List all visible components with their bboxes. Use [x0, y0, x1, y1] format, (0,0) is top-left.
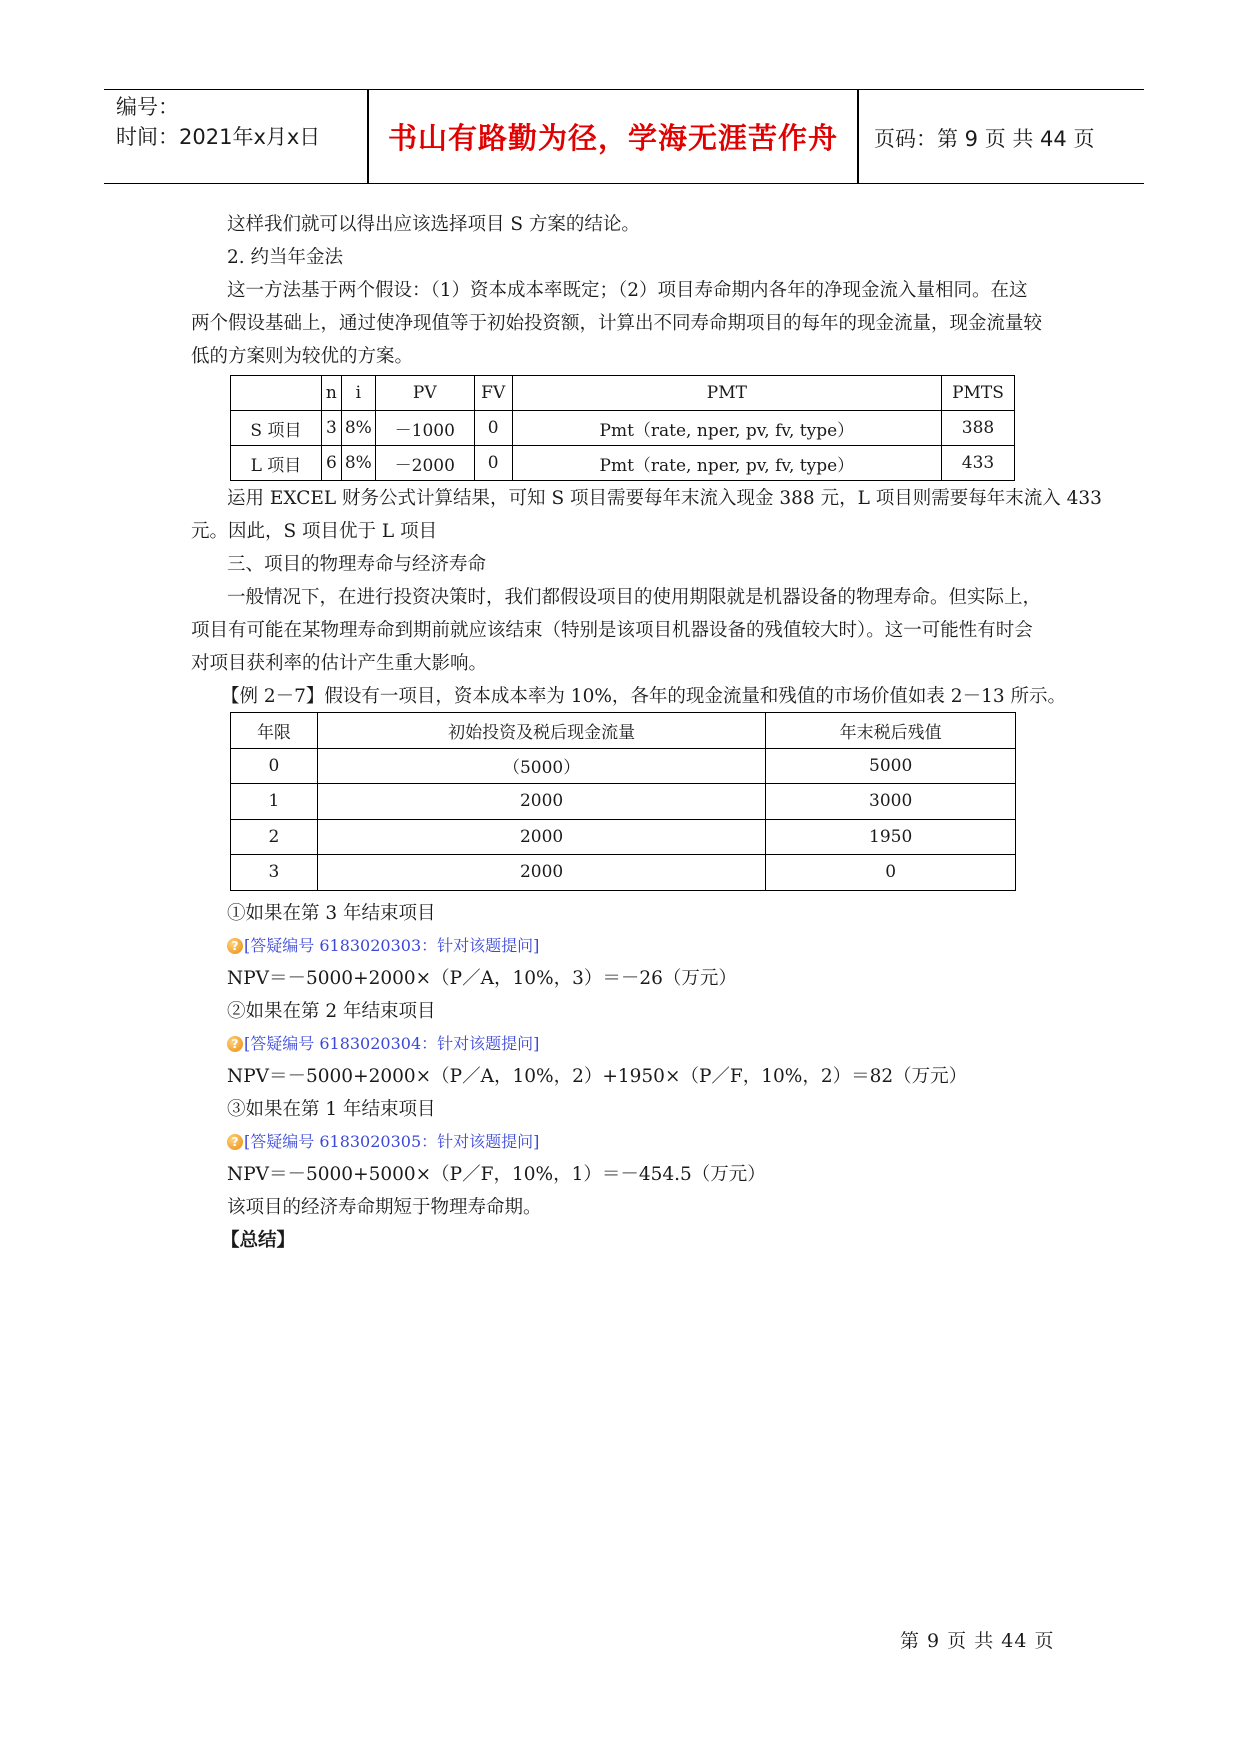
number-label: 编号： — [116, 95, 179, 119]
table-header-cell: i — [341, 376, 375, 411]
summary-heading: 【总结】 — [221, 1230, 296, 1251]
paragraph-line: 低的方案则为较优的方案。 — [191, 346, 414, 367]
table-cell: 3 — [231, 855, 318, 891]
formula-line: NPV＝－5000+5000×（P／F，10%，1）＝－454.5（万元） — [227, 1164, 766, 1185]
table-cell: 0 — [474, 411, 512, 446]
question-icon: ? — [227, 1036, 243, 1052]
paragraph-line: 对项目获利率的估计产生重大影响。 — [191, 653, 488, 674]
annuity-table — [230, 375, 1015, 481]
qa-link[interactable]: [答疑编号 6183020303：针对该题提问] — [244, 936, 540, 955]
table-header-cell: PV — [375, 376, 474, 411]
paragraph-line: 该项目的经济寿命期短于物理寿命期。 — [227, 1197, 542, 1218]
section-heading: 2. 约当年金法 — [227, 247, 344, 268]
table-header-cell: FV — [474, 376, 512, 411]
table-row — [231, 411, 1015, 446]
table-header-cell: n — [321, 376, 341, 411]
section-heading: 三、项目的物理寿命与经济寿命 — [227, 554, 487, 575]
paragraph-line: 项目有可能在某物理寿命到期前就应该结束（特别是该项目机器设备的残值较大时）。这一可能性有时会 — [191, 620, 1033, 641]
page-header — [104, 89, 1144, 184]
paragraph-line: 元。因此，S 项目优于 L 项目 — [191, 521, 438, 542]
formula-line: NPV＝－5000+2000×（P／A，10%，3）＝－26（万元） — [227, 968, 737, 989]
table-cell: Pmt（rate, nper, pv, fv, type） — [512, 411, 941, 446]
paragraph-line: 这样我们就可以得出应该选择项目 S 方案的结论。 — [227, 214, 640, 235]
table-header-cell: 年限 — [231, 713, 318, 749]
formula-line: NPV＝－5000+2000×（P／A，10%，2）+1950×（P／F，10%，2）＝82（万元） — [227, 1066, 968, 1087]
case-heading: ②如果在第 2 年结束项目 — [227, 1001, 436, 1022]
paragraph-line: 一般情况下，在进行投资决策时，我们都假设项目的使用期限就是机器设备的物理寿命。但实际上， — [227, 587, 1042, 608]
table-row — [231, 748, 1016, 784]
qa-link-row[interactable] — [227, 935, 539, 957]
table-cell: 433 — [942, 446, 1015, 481]
qa-link-row[interactable] — [227, 1131, 539, 1153]
table-cell: S 项目 — [231, 411, 322, 446]
table-cell: 3 — [321, 411, 341, 446]
table-row — [231, 784, 1016, 820]
table-header-cell: 初始投资及税后现金流量 — [317, 713, 765, 749]
table-cell: －1000 — [375, 411, 474, 446]
table-cell: 2000 — [317, 855, 765, 891]
table-row — [231, 855, 1016, 891]
table-cell: 8% — [341, 411, 375, 446]
example-title: 【例 2－7】假设有一项目，资本成本率为 10%，各年的现金流量和残值的市场价值如表 2－13 所示。 — [221, 686, 1066, 707]
table-cell: 5000 — [766, 748, 1016, 784]
table-cell: 0 — [766, 855, 1016, 891]
table-cell: Pmt（rate, nper, pv, fv, type） — [512, 446, 941, 481]
header-divider — [857, 90, 859, 183]
cashflow-table — [230, 712, 1016, 891]
header-page-label: 页码：第 9 页 共 44 页 — [874, 127, 1095, 151]
table-cell: 0 — [474, 446, 512, 481]
table-header-row — [231, 713, 1016, 749]
header-motto: 书山有路勤为径，学海无涯苦作舟 — [387, 121, 838, 155]
question-icon: ? — [227, 1134, 243, 1150]
case-heading: ①如果在第 3 年结束项目 — [227, 903, 436, 924]
table-row — [231, 446, 1015, 481]
table-cell: 1 — [231, 784, 318, 820]
qa-link[interactable]: [答疑编号 6183020305：针对该题提问] — [244, 1132, 540, 1151]
question-icon: ? — [227, 938, 243, 954]
table-cell: 6 — [321, 446, 341, 481]
table-cell: 388 — [942, 411, 1015, 446]
table-header-cell — [231, 376, 322, 411]
qa-link-row[interactable] — [227, 1033, 539, 1055]
table-cell: 0 — [231, 748, 318, 784]
table-cell: 8% — [341, 446, 375, 481]
time-label: 时间：2021年x月x日 — [116, 125, 321, 149]
paragraph-line: 两个假设基础上，通过使净现值等于初始投资额，计算出不同寿命期项目的每年的现金流量，现金流量较 — [191, 313, 1043, 334]
header-meta — [116, 92, 366, 152]
table-cell: （5000） — [317, 748, 765, 784]
table-cell: 1950 — [766, 819, 1016, 855]
table-header-row — [231, 376, 1015, 411]
table-row — [231, 819, 1016, 855]
table-cell: －2000 — [375, 446, 474, 481]
paragraph-line: 这一方法基于两个假设：（1）资本成本率既定；（2）项目寿命期内各年的净现金流入量相同。在这 — [227, 280, 1028, 301]
page-footer: 第 9 页 共 44 页 — [900, 1630, 1055, 1652]
table-cell: 3000 — [766, 784, 1016, 820]
qa-link[interactable]: [答疑编号 6183020304：针对该题提问] — [244, 1034, 540, 1053]
table-header-cell: PMT — [512, 376, 941, 411]
table-cell: L 项目 — [231, 446, 322, 481]
table-cell: 2000 — [317, 784, 765, 820]
table-header-cell: PMTS — [942, 376, 1015, 411]
paragraph-line: 运用 EXCEL 财务公式计算结果，可知 S 项目需要每年末流入现金 388 元，L 项目则需要每年末流入 433 — [227, 488, 1102, 509]
table-cell: 2000 — [317, 819, 765, 855]
case-heading: ③如果在第 1 年结束项目 — [227, 1099, 436, 1120]
table-header-cell: 年末税后残值 — [766, 713, 1016, 749]
table-cell: 2 — [231, 819, 318, 855]
